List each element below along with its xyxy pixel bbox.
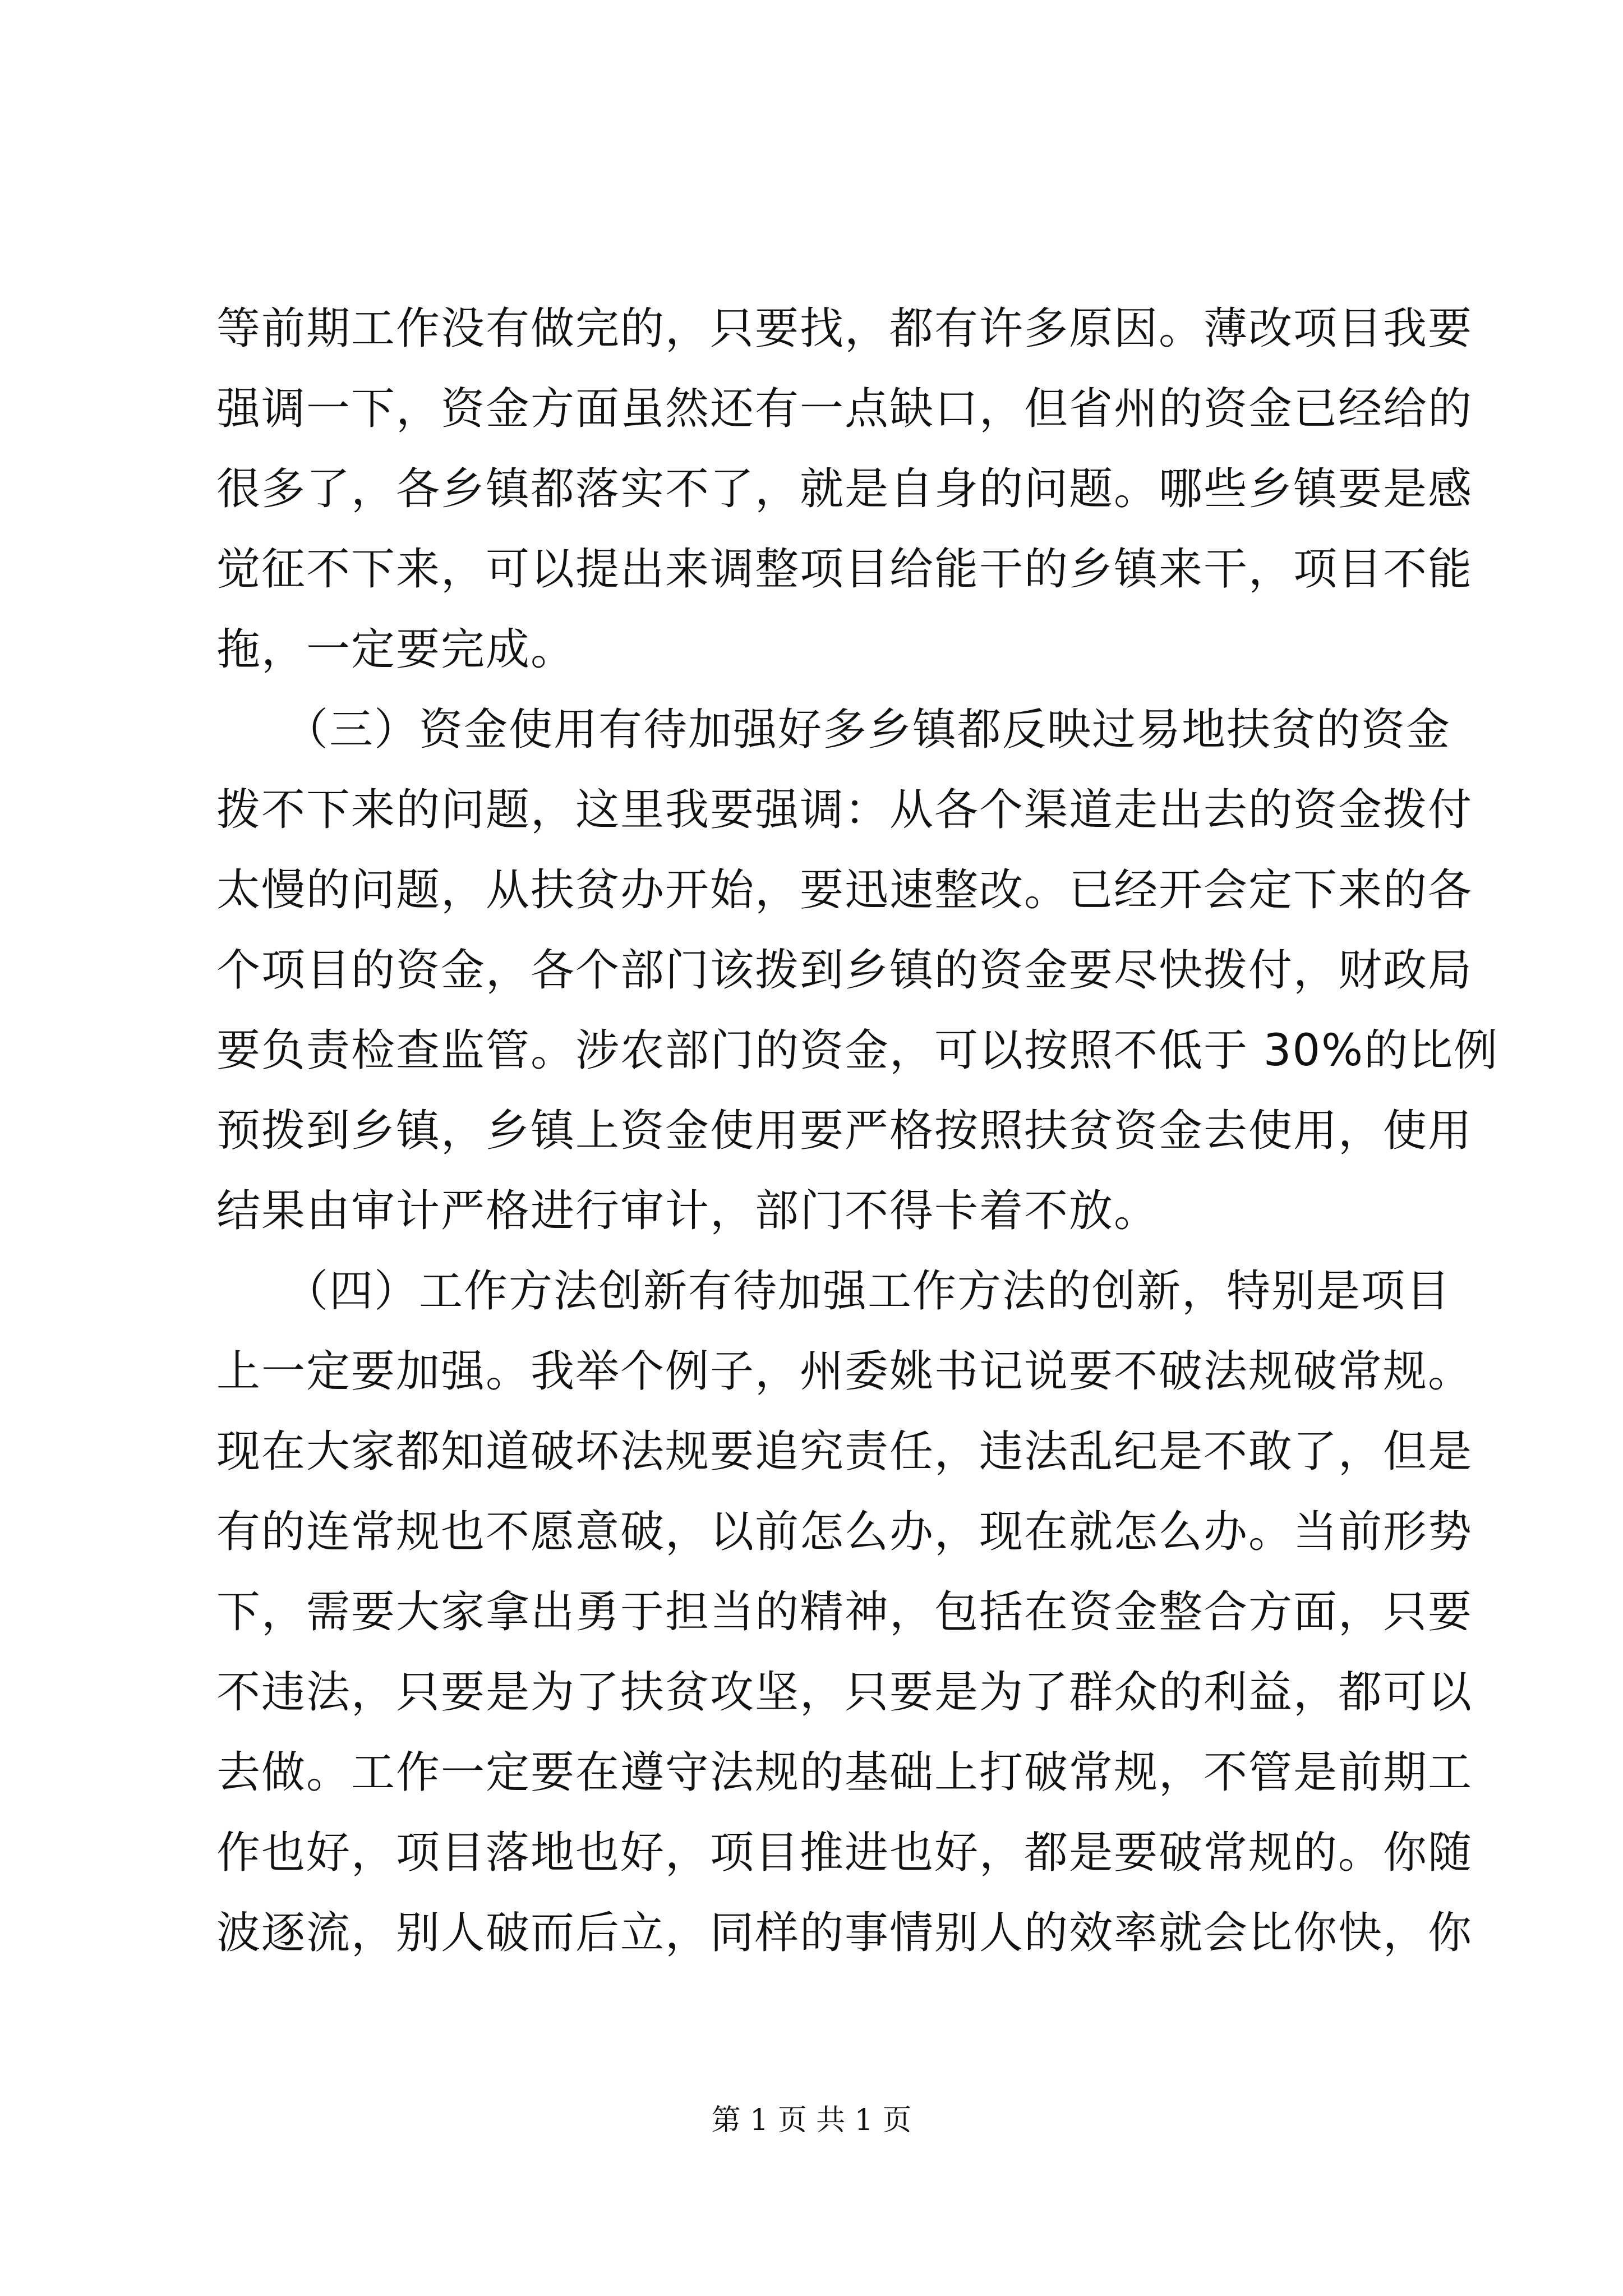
text-line: 结果由审计严格进行审计，部门不得卡着不放。 [216, 1186, 1159, 1236]
text-line: 很多了，各乡镇都落实不了，就是自身的问题。哪些乡镇要是感 [216, 464, 1473, 514]
text-line: 去做。工作一定要在遵守法规的基础上打破常规，不管是前期工 [216, 1747, 1473, 1798]
text-line: 拨不下来的问题，这里我要强调：从各个渠道走出去的资金拨付 [216, 785, 1473, 835]
text-line: 强调一下，资金方面虽然还有一点缺口，但省州的资金已经给的 [216, 384, 1473, 434]
text-line: 有的连常规也不愿意破，以前怎么办，现在就怎么办。当前形势 [216, 1507, 1473, 1557]
text-line: （四）工作方法创新有待加强工作方法的创新，特别是项目 [216, 1266, 1451, 1317]
text-line: 个项目的资金，各个部门该拨到乡镇的资金要尽快拨付，财政局 [216, 945, 1473, 996]
text-line: 不违法，只要是为了扶贫攻坚，只要是为了群众的利益，都可以 [216, 1667, 1473, 1718]
text-line: 波逐流，别人破而后立，同样的事情别人的效率就会比你快，你 [216, 1908, 1473, 1958]
text-line: 觉征不下来，可以提出来调整项目给能干的乡镇来干，项目不能 [216, 544, 1473, 595]
text-line: 太慢的问题，从扶贫办开始，要迅速整改。已经开会定下来的各 [216, 865, 1473, 915]
text-line: 预拨到乡镇，乡镇上资金使用要严格按照扶贫资金去使用，使用 [216, 1106, 1473, 1156]
text-line: 拖，一定要完成。 [216, 624, 576, 675]
text-line: 要负责检查监管。涉农部门的资金，可以按照不低于 30%的比例 [216, 1025, 1499, 1076]
text-line: 现在大家都知道破坏法规要追究责任，违法乱纪是不敢了，但是 [216, 1427, 1473, 1477]
text-line: 下，需要大家拿出勇于担当的精神，包括在资金整合方面，只要 [216, 1587, 1473, 1637]
text-line: 上一定要加强。我举个例子，州委姚书记说要不破法规破常规。 [216, 1346, 1473, 1397]
text-line: 作也好，项目落地也好，项目推进也好，都是要破常规的。你随 [216, 1828, 1473, 1878]
text-line: （三）资金使用有待加强好多乡镇都反映过易地扶贫的资金 [216, 705, 1451, 755]
text-line: 等前期工作没有做完的，只要找，都有许多原因。薄改项目我要 [216, 303, 1473, 354]
body-text [216, 289, 1499, 1973]
page-footer: 第 1 页 共 1 页 [711, 2104, 912, 2137]
